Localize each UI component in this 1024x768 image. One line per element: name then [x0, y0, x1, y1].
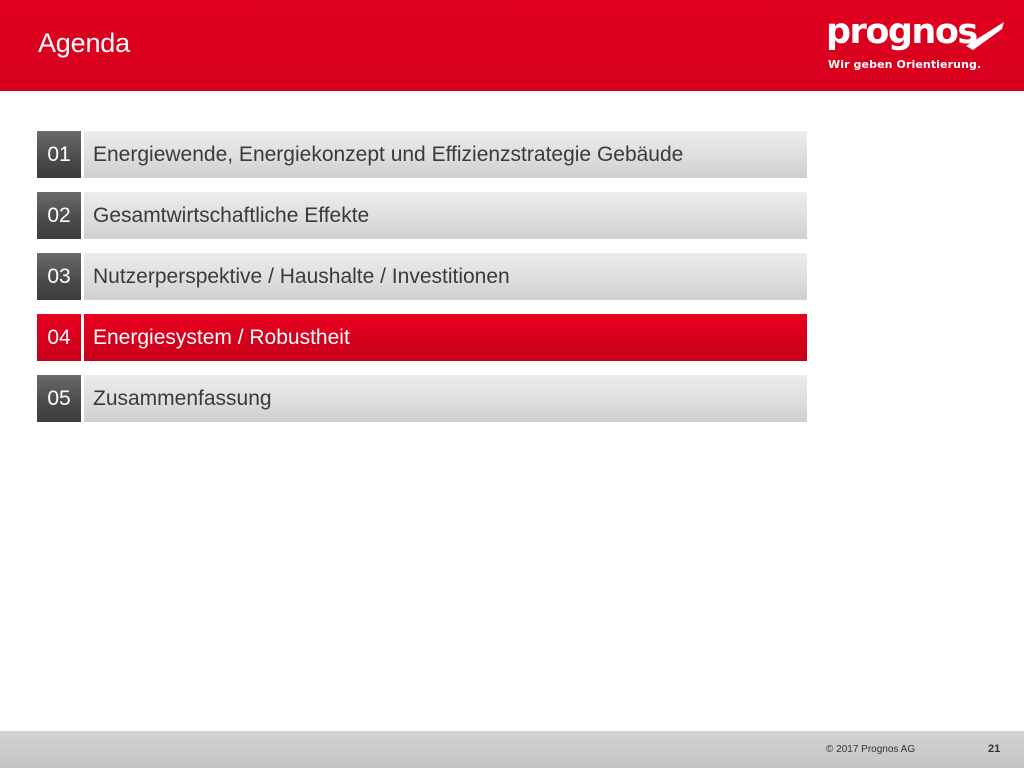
- agenda-item-2[interactable]: [37, 192, 807, 239]
- agenda-list: [37, 131, 807, 436]
- agenda-item-label[interactable]: Gesamtwirtschaftliche Effekte: [84, 192, 807, 239]
- agenda-item-label[interactable]: Energiewende, Energiekonzept und Effizienzstrategie Gebäude: [84, 131, 807, 178]
- agenda-item-5[interactable]: [37, 375, 807, 422]
- page-title: Agenda: [38, 28, 130, 58]
- header-bar: [0, 0, 1024, 91]
- agenda-item-number[interactable]: 04: [37, 314, 81, 361]
- agenda-item-number[interactable]: 02: [37, 192, 81, 239]
- agenda-item-label[interactable]: Nutzerperspektive / Haushalte / Investitionen: [84, 253, 807, 300]
- logo-wordmark: prognos: [826, 12, 977, 52]
- agenda-item-4[interactable]: [37, 314, 807, 361]
- prognos-logo: [826, 12, 1016, 78]
- agenda-item-number[interactable]: 01: [37, 131, 81, 178]
- agenda-item-number[interactable]: 03: [37, 253, 81, 300]
- page-number: 21: [988, 743, 1001, 755]
- swoosh-icon: [964, 20, 1006, 56]
- copyright-text: © 2017 Prognos AG: [826, 744, 916, 755]
- agenda-item-label[interactable]: Zusammenfassung: [84, 375, 807, 422]
- agenda-item-label[interactable]: Energiesystem / Robustheit: [84, 314, 807, 361]
- agenda-item-3[interactable]: [37, 253, 807, 300]
- agenda-item-1[interactable]: [37, 131, 807, 178]
- agenda-item-number[interactable]: 05: [37, 375, 81, 422]
- logo-tagline: Wir geben Orientierung.: [828, 58, 982, 71]
